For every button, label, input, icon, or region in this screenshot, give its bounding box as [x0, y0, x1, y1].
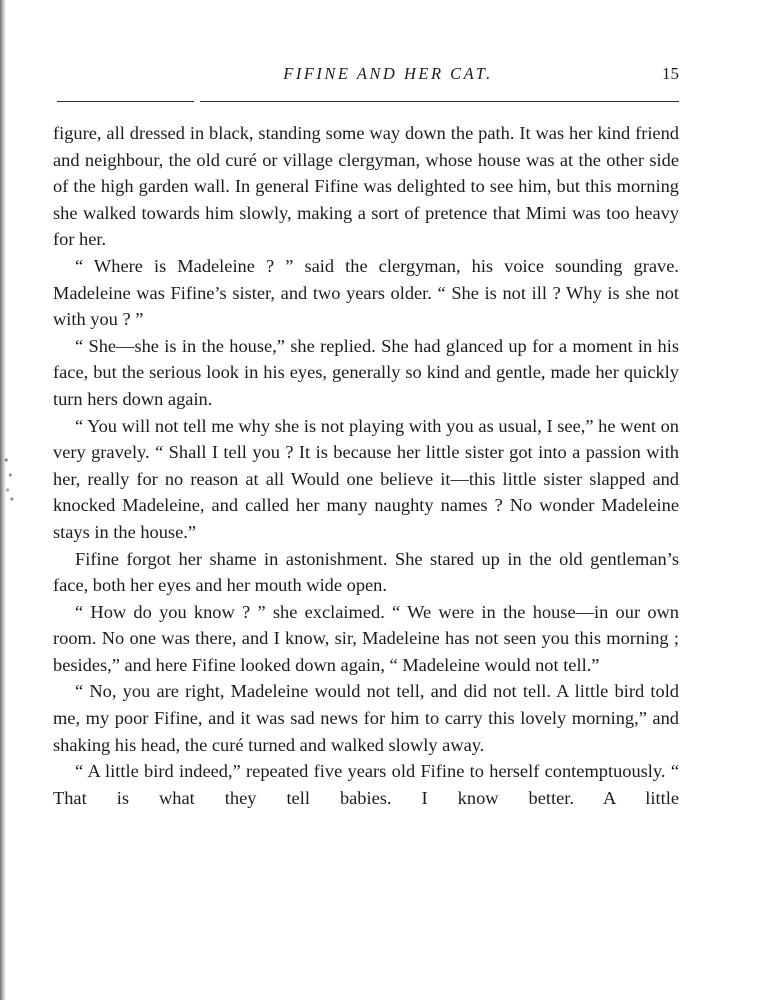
header-rule-left	[57, 101, 194, 102]
paragraph: “ A little bird indeed,” repeated five years old Fifine to herself contemptuously. “ That is what they tell babies. I know better. A little	[53, 761, 679, 808]
paragraph: “ You will not tell me why she is not playing with you as usual, I see,” he went on very gravely. “ Shall I tell you ? It is because her little sister got into a passion with her, really for no reason at all Would one believe it—this little sister slapped and knocked Madeleine, and called her many naughty names ? No wonder Madeleine stays in the house.”	[53, 415, 679, 542]
paragraph: “ How do you know ? ” she exclaimed. “ We were in the house—in our own room. No one was there, and I know, sir, Madeleine has not seen you this morning ; besides,” and here Fifine looked down again, “ Madeleine would not tell.”	[53, 601, 679, 675]
header-rule-right	[200, 101, 679, 102]
page-number: 15	[662, 64, 679, 83]
paragraph: “ No, you are right, Madeleine would not tell, and did not tell. A little bird told me, my poor Fifine, and it was sad news for him to carry this lovely morning,” and shaking his head, the curé turned and walked slowly away.	[53, 681, 679, 755]
body-text	[53, 120, 679, 811]
paragraph: Fifine forgot her shame in astonishment. She stared up in the old gentleman’s face, both her eyes and her mouth wide open.	[53, 548, 679, 596]
paragraph: “ She—she is in the house,” she replied. She had glanced up for a moment in his face, but the serious look in his eyes, generally so kind and gentle, made her quickly turn hers down again.	[53, 335, 679, 409]
page-header	[57, 64, 679, 90]
paragraph: “ Where is Madeleine ? ” said the clergyman, his voice sounding grave. Madeleine was Fifine’s sister, and two years older. “ She is not ill ? Why is she not with you ? ”	[53, 255, 679, 330]
margin-specks	[2, 448, 16, 508]
paragraph: figure, all dressed in black, standing some way down the path. It was her kind friend and neighbour, the old curé or village clergyman, whose house was at the other side of the high garden wall. In general Fifine was delighted to see him, but this morning she walked towards him slowly, making a sort of pretence that Mimi was too heavy for her.	[53, 123, 679, 250]
running-title: FIFINE AND HER CAT.	[283, 64, 493, 83]
